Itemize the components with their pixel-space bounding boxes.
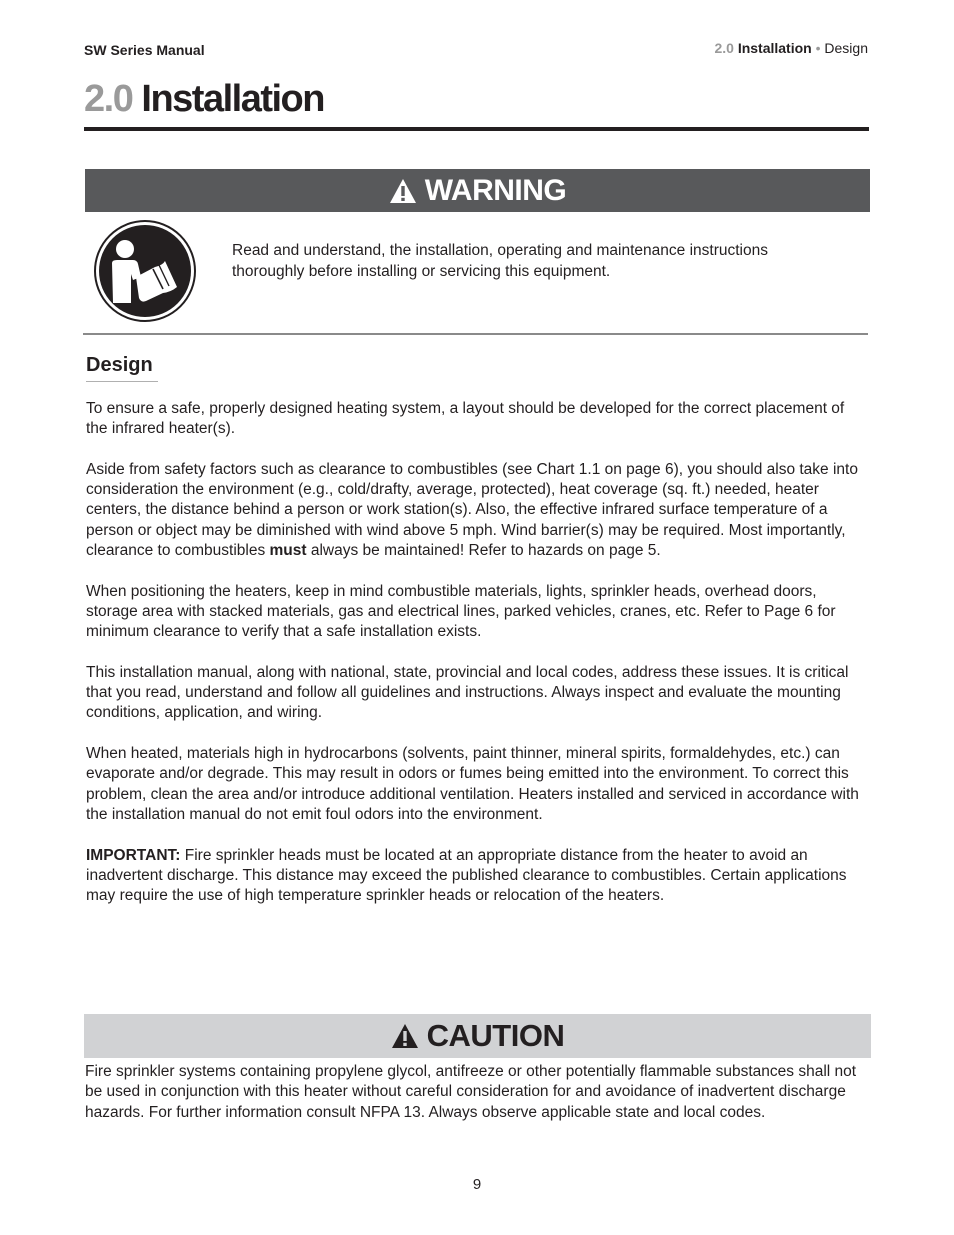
breadcrumb [714, 40, 868, 56]
breadcrumb-separator: • [815, 40, 821, 56]
manual-title: SW Series Manual [84, 42, 205, 58]
warning-banner [85, 169, 870, 212]
paragraph-safety-factors: Aside from safety factors such as clearance to combustibles (see Chart 1.1 on page 6), you should also take into consideration the environment (e.g., cold/drafty, average, protected), heat coverage (sq. ft.) needed, heater centers, the distance behind a person or work station(s). Also, the effective infrared surface temperature of a person or object may be diminished with wind above 5 mph. Wind barrier(s) may be required. Most importantly, clearance to combustibles must always be maintained! Refer to hazards on page 5. [86, 460, 858, 560]
caution-label: CAUTION [426, 1018, 565, 1053]
page-number: 9 [472, 1176, 482, 1193]
design-body [86, 399, 870, 927]
warning-divider [83, 333, 868, 335]
page-title [84, 78, 324, 121]
page-title-number: 2.0 [84, 78, 133, 120]
caution-text: Fire sprinkler systems containing propylene glycol, antifreeze or other potentially flammable substances shall not be used in conjunction with this heater without careful consideration for and avoidance of inadvertent discharge hazards. For further information consult NFPA 13. Always observe applicable state and local codes. [85, 1063, 857, 1121]
paragraph-codes: This installation manual, along with national, state, provincial and local codes, address these issues. It is critical that you read, understand and follow all guidelines and instructions. Always inspect and evaluate the mounting conditions, application, and wiring. [86, 663, 849, 722]
warning-triangle-icon [389, 178, 417, 204]
breadcrumb-number: 2.0 [714, 40, 734, 56]
page-title-text: Installation [141, 78, 324, 120]
title-rule [84, 127, 869, 131]
important-label: IMPORTANT: [86, 846, 181, 864]
caution-banner [84, 1014, 871, 1058]
paragraph-important: IMPORTANT: Fire sprinkler heads must be located at an appropriate distance from the heater to avoid an inadvertent discharge. This distance may exceed the published clearance to combustibles. Certain applications may require the use of high temperature sprinkler heads or relocation of the heaters. [86, 846, 847, 905]
paragraph-hydrocarbons: When heated, materials high in hydrocarbons (solvents, paint thinner, mineral spirits, formaldehydes, etc.) can evaporate and/or degrade. This may result in odors or fumes being emitted into the environment. To correct this problem, clean the area and/or introduce additional ventilation. Heaters installed and serviced in accordance with the installation manual do not emit foul odors into the environment. [86, 745, 859, 823]
section-heading-underline [86, 381, 158, 382]
warning-label: WARNING [424, 173, 567, 207]
breadcrumb-subsection: Design [824, 40, 868, 56]
read-manual-icon [93, 219, 197, 323]
caution-triangle-icon [391, 1023, 419, 1049]
paragraph-positioning: When positioning the heaters, keep in mind combustible materials, lights, sprinkler heads, overhead doors, storage area with stacked materials, gas and electrical lines, parked vehicles, cranes, etc. Refer to Page 6 for minimum clearance to verify that a safe installation exists. [86, 582, 836, 641]
breadcrumb-section: Installation [737, 40, 812, 56]
section-heading-design: Design [86, 354, 153, 376]
warning-text: Read and understand, the installation, operating and maintenance instructions thoroughly before installing or servicing this equipment. [232, 242, 768, 280]
paragraph-layout: To ensure a safe, properly designed heating system, a layout should be developed for the correct placement of the infrared heater(s). [86, 400, 845, 438]
